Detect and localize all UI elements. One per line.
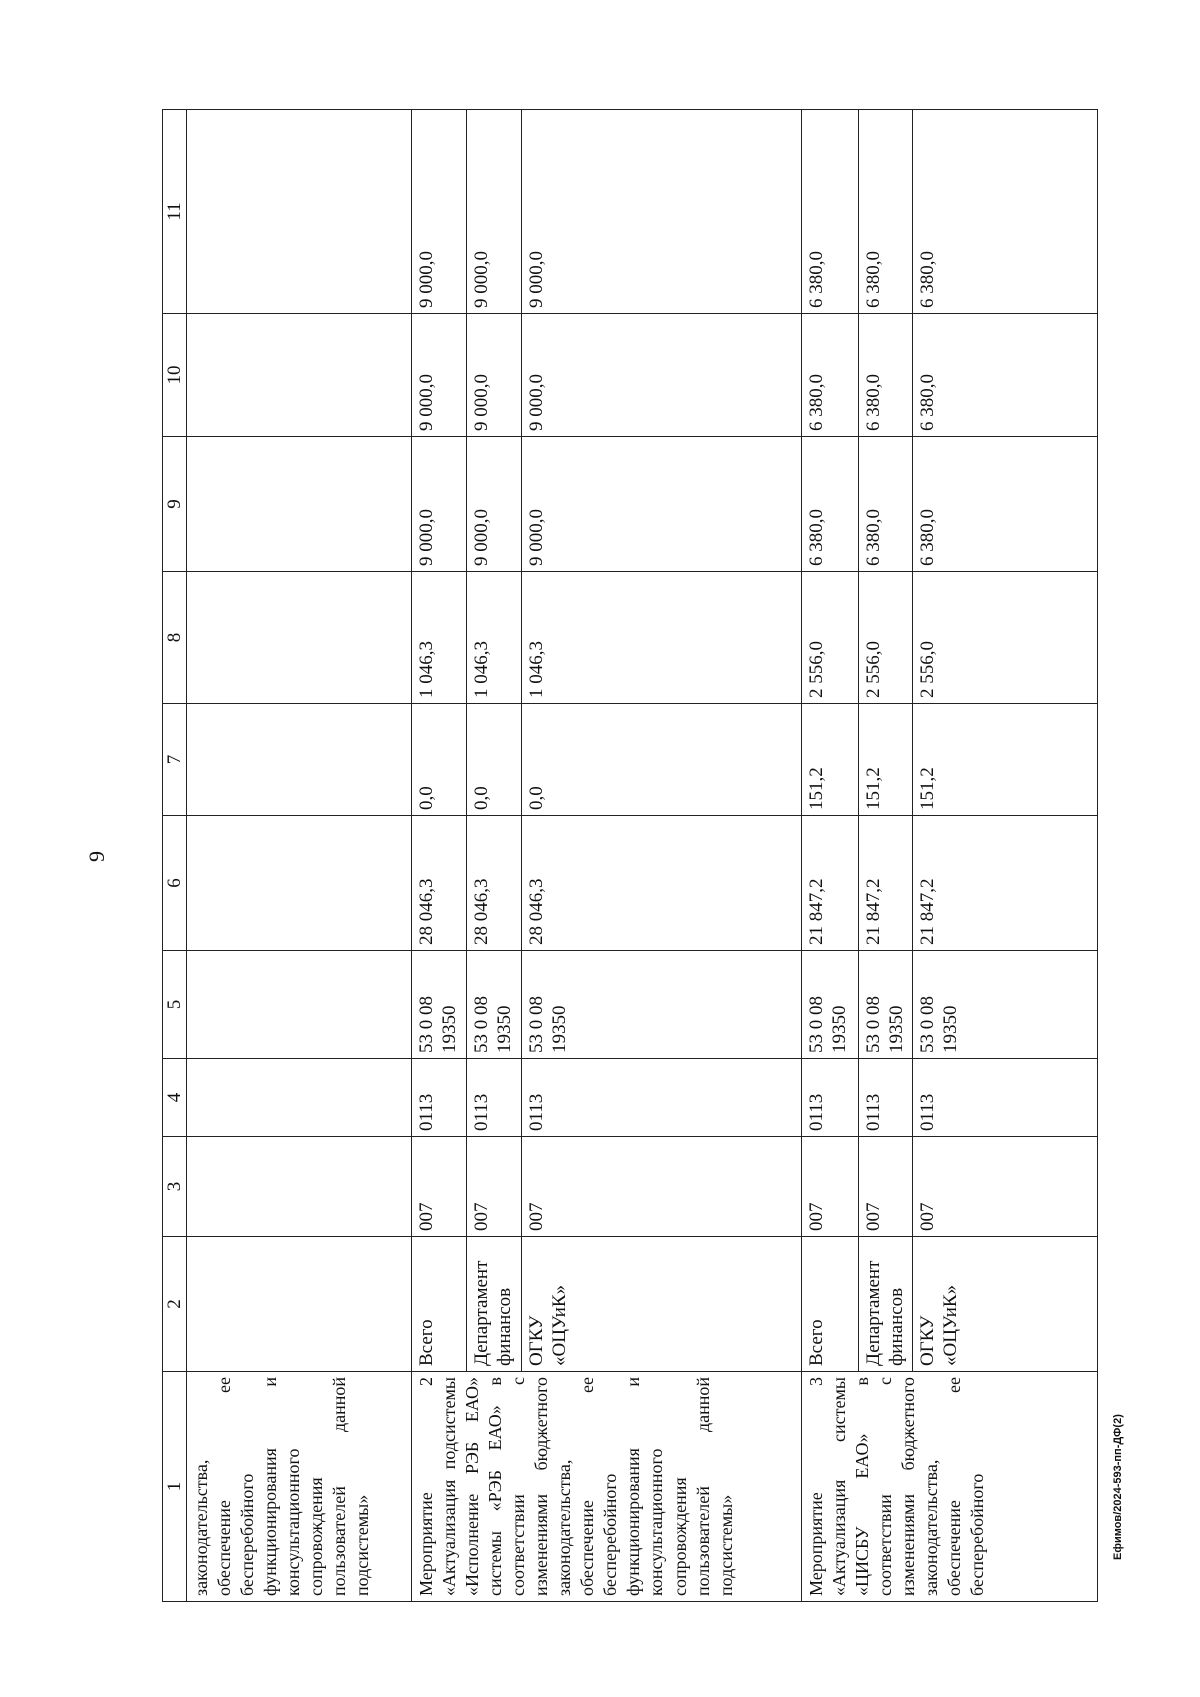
executor-cell: Всего	[412, 1237, 467, 1372]
table-cell: 9 000,0	[522, 110, 802, 314]
table-cell: 0,0	[467, 704, 522, 816]
executor-cell: ОГКУ «ОЦУиК»	[912, 1237, 1097, 1372]
table-cell	[187, 704, 412, 816]
table-cell: 6 380,0	[802, 314, 859, 437]
table-cell: 6 380,0	[802, 437, 859, 572]
table-cell: 53 0 08 19350	[522, 951, 802, 1059]
table-cell	[187, 1059, 412, 1137]
table-cell: 151,2	[802, 704, 859, 816]
measure-description: законодательства, обеспечение ее бесперебойного функционирования и консультационного сопровождения пользователей данной подсистемы»	[187, 1372, 412, 1602]
table-cell: 6 380,0	[859, 437, 912, 572]
table-cell: 007	[859, 1137, 912, 1237]
table-cell: 6 380,0	[802, 110, 859, 314]
table-cell: 53 0 08 19350	[467, 951, 522, 1059]
table-cell: 007	[912, 1137, 1097, 1237]
table-cell: 007	[467, 1137, 522, 1237]
table-cell: 151,2	[912, 704, 1097, 816]
table-row	[187, 110, 412, 1602]
table-cell: 151,2	[859, 704, 912, 816]
table-cell: 53 0 08 19350	[912, 951, 1097, 1059]
header-cell: 9	[163, 437, 187, 572]
table-cell	[187, 816, 412, 951]
header-row	[163, 110, 187, 1602]
table-cell: 21 847,2	[859, 816, 912, 951]
executor-cell: ОГКУ «ОЦУиК»	[522, 1237, 802, 1372]
table-row	[412, 110, 467, 1602]
table-cell	[187, 1137, 412, 1237]
table-cell: 0113	[522, 1059, 802, 1137]
table-cell: 1 046,3	[522, 572, 802, 704]
financing-table	[162, 109, 1098, 1602]
measure-description: Мероприятие 3 «Актуализация системы «ЦИСБУ ЕАО» в соответствии с изменениями бюджетного законодательства, обеспечение ее бесперебойного	[802, 1372, 1097, 1602]
table-cell	[187, 572, 412, 704]
rotated-table-container	[162, 110, 1096, 1602]
table-cell: 2 556,0	[859, 572, 912, 704]
table-cell	[187, 110, 412, 314]
header-cell: 5	[163, 951, 187, 1059]
table-cell: 9 000,0	[467, 110, 522, 314]
table-cell: 6 380,0	[859, 110, 912, 314]
measure-description: Мероприятие 2 «Актуализация подсистемы «Исполнение РЭБ ЕАО» системы «РЭБ ЕАО» в соответствии с изменениями бюджетного законодательства, обеспечение ее бесперебойного функционирования и консультационного сопровождения пользователей данной подсистемы»	[412, 1372, 802, 1602]
header-cell: 3	[163, 1137, 187, 1237]
table-cell: 53 0 08 19350	[412, 951, 467, 1059]
table-cell: 9 000,0	[412, 437, 467, 572]
table-cell: 53 0 08 19350	[859, 951, 912, 1059]
table-cell: 6 380,0	[912, 437, 1097, 572]
table-cell: 9 000,0	[467, 437, 522, 572]
table-cell: 007	[802, 1137, 859, 1237]
table-cell: 007	[412, 1137, 467, 1237]
executor-cell: Департамент финансов	[859, 1237, 912, 1372]
table-cell: 28 046,3	[467, 816, 522, 951]
table-cell: 9 000,0	[522, 437, 802, 572]
header-cell: 1	[163, 1372, 187, 1602]
header-cell: 2	[163, 1237, 187, 1372]
table-cell: 9 000,0	[412, 110, 467, 314]
document-code: Ефимов/2024-593-пп-ДФ(2)	[1112, 1414, 1124, 1560]
table-cell: 53 0 08 19350	[802, 951, 859, 1059]
table-cell: 9 000,0	[412, 314, 467, 437]
header-cell: 4	[163, 1059, 187, 1137]
table-cell: 21 847,2	[912, 816, 1097, 951]
table-cell: 9 000,0	[467, 314, 522, 437]
table-cell	[187, 951, 412, 1059]
table-cell: 2 556,0	[802, 572, 859, 704]
table-cell	[187, 314, 412, 437]
table-cell: 0,0	[522, 704, 802, 816]
table-cell	[187, 1237, 412, 1372]
table-cell: 0,0	[412, 704, 467, 816]
table-cell: 6 380,0	[859, 314, 912, 437]
table-cell: 6 380,0	[912, 314, 1097, 437]
table-cell: 28 046,3	[522, 816, 802, 951]
table-cell: 1 046,3	[467, 572, 522, 704]
executor-cell: Всего	[802, 1237, 859, 1372]
table-cell	[187, 437, 412, 572]
header-cell: 6	[163, 816, 187, 951]
table-cell: 2 556,0	[912, 572, 1097, 704]
table-cell: 007	[522, 1137, 802, 1237]
header-cell: 10	[163, 314, 187, 437]
header-cell: 11	[163, 110, 187, 314]
table-cell: 0113	[467, 1059, 522, 1137]
header-cell: 7	[163, 704, 187, 816]
table-cell: 1 046,3	[412, 572, 467, 704]
table-cell: 9 000,0	[522, 314, 802, 437]
header-cell: 8	[163, 572, 187, 704]
table-cell: 21 847,2	[802, 816, 859, 951]
table-cell: 6 380,0	[912, 110, 1097, 314]
table-row	[802, 110, 859, 1602]
table-cell: 0113	[859, 1059, 912, 1137]
table-cell: 0113	[912, 1059, 1097, 1137]
page-number: 9	[84, 851, 109, 862]
table-cell: 0113	[412, 1059, 467, 1137]
table-cell: 28 046,3	[412, 816, 467, 951]
table-cell: 0113	[802, 1059, 859, 1137]
executor-cell: Департамент финансов	[467, 1237, 522, 1372]
